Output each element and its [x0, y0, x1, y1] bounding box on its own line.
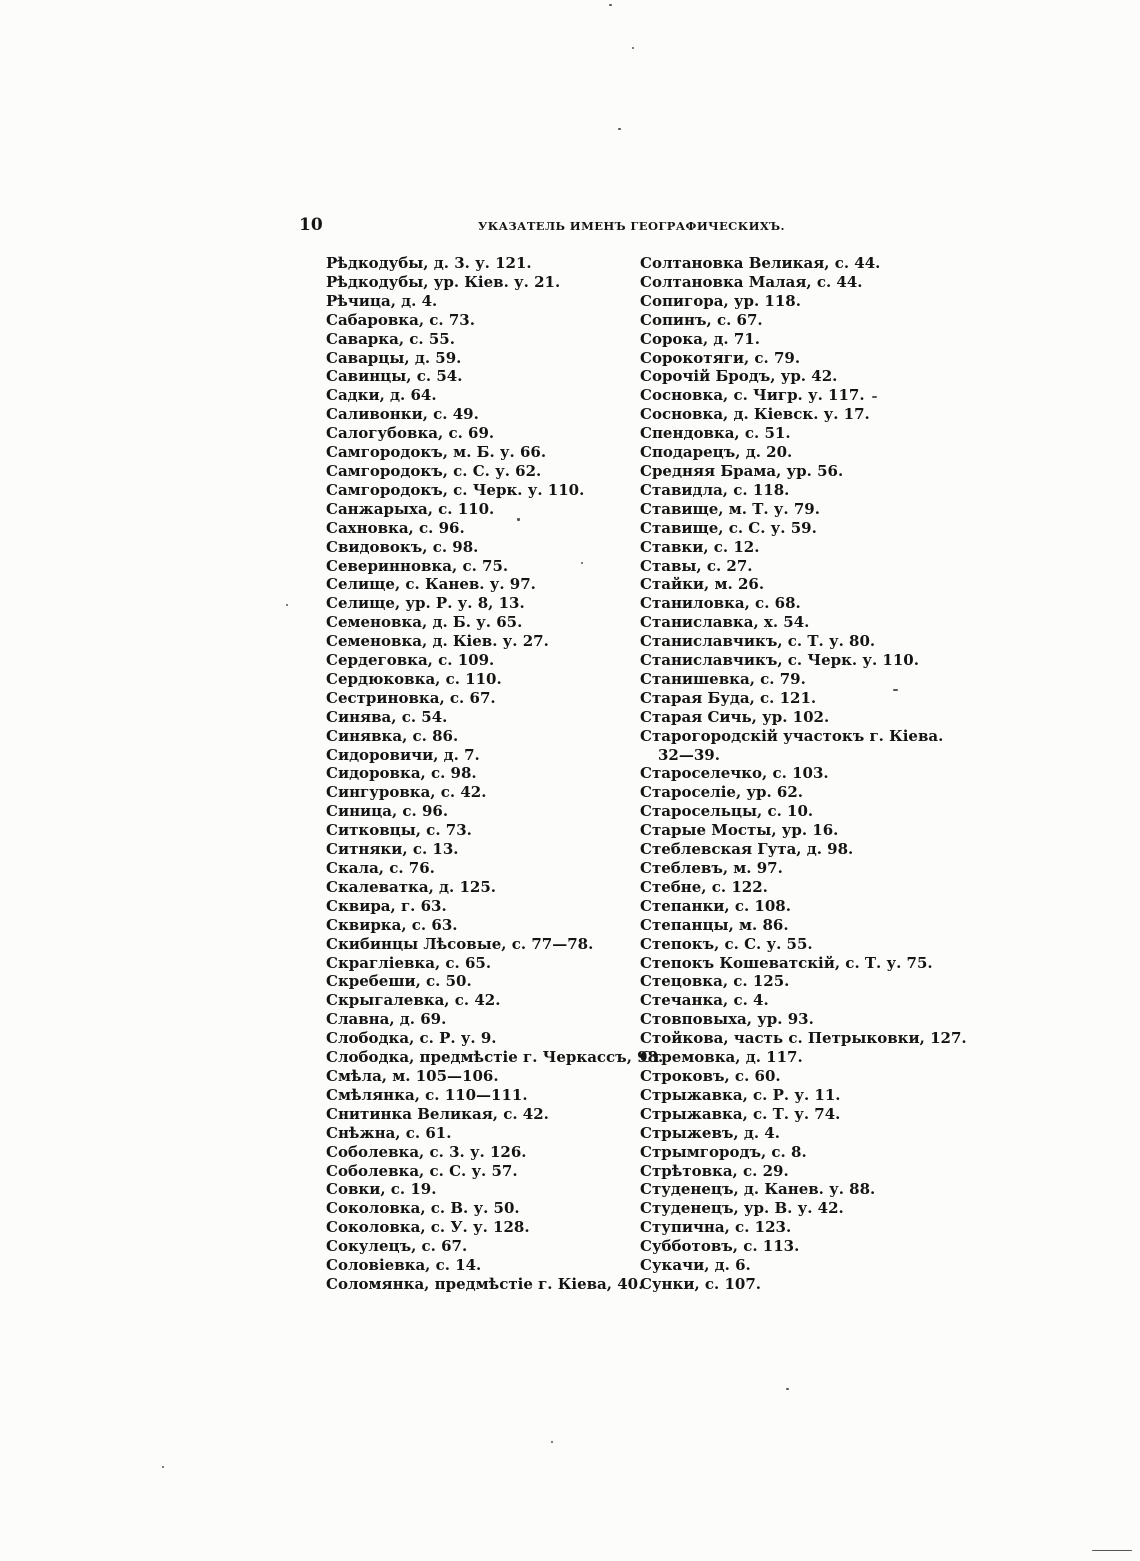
index-entry: Сорокотяги, с. 79. — [640, 348, 801, 367]
index-entry: Стайки, м. 26. — [640, 575, 765, 594]
index-entry: Скалеватка, д. 125. — [326, 877, 497, 896]
index-entry: Скрагліевка, с. 65. — [326, 953, 492, 972]
index-entry: Стрѣтовка, с. 29. — [640, 1161, 789, 1180]
index-entry: 32—39. — [658, 745, 720, 764]
index-entry: Станишевка, с. 79. — [640, 669, 806, 688]
index-entry: Северинновка, с. 75. — [326, 556, 509, 575]
index-entry: Стойкова, часть с. Петрыковки, 127. — [640, 1029, 967, 1048]
scan-speck — [551, 1441, 553, 1443]
index-entry: Сквирка, с. 63. — [326, 915, 458, 934]
index-entry: Старые Мосты, ур. 16. — [640, 821, 839, 840]
index-entry: Стрымгородъ, с. 8. — [640, 1142, 807, 1161]
page-number: 10 — [299, 215, 323, 235]
index-entry: Сидоровичи, д. 7. — [326, 745, 480, 764]
index-entry: Строковъ, с. 60. — [640, 1066, 781, 1085]
index-entry: Стецовка, с. 125. — [640, 972, 790, 991]
index-entry: Салогубовка, с. 69. — [326, 424, 495, 443]
index-entry: Скрыгалевка, с. 42. — [326, 991, 501, 1010]
scan-speck — [632, 47, 634, 49]
index-entry: Савинцы, с. 54. — [326, 367, 463, 386]
scan-speck — [618, 128, 621, 130]
index-entry: Соловіевка, с. 14. — [326, 1256, 482, 1275]
index-entry: Скала, с. 76. — [326, 859, 435, 877]
index-entry: Сподарецъ, д. 20. — [640, 443, 793, 462]
index-entry: Стрыжавка, с. Р. у. 11. — [640, 1085, 841, 1104]
index-entry: Старая Буда, с. 121. — [640, 688, 817, 707]
index-entry: Рѣдкодубы, д. 3. у. 121. — [326, 254, 532, 272]
index-entry: Сквира, г. 63. — [326, 896, 447, 915]
index-entry: Стовповыха, ур. 93. — [640, 1010, 814, 1029]
index-entry: Ставидла, с. 118. — [640, 480, 790, 499]
index-entry: Свидовокъ, с. 98. — [326, 537, 479, 556]
index-entry: Сосновка, с. Чигр. у. 117. — [640, 386, 865, 405]
index-entry: Степокъ Кошеватскій, с. Т. у. 75. — [640, 953, 933, 972]
index-entry: Смѣла, м. 105—106. — [326, 1066, 499, 1085]
index-entry: Слободка, предмѣстіе г. Черкассъ, 98. — [326, 1048, 664, 1067]
index-entry: Синица, с. 96. — [326, 802, 449, 821]
index-entry: Сахновка, с. 96. — [326, 518, 465, 537]
index-entry: Сердеговка, с. 109. — [326, 651, 495, 670]
index-entry: Соколовка, с. У. у. 128. — [326, 1218, 530, 1237]
index-entry: Старая Сичь, ур. 102. — [640, 707, 830, 726]
index-entry: Стрыжавка, с. Т. у. 74. — [640, 1104, 841, 1123]
index-entry: Саварка, с. 55. — [326, 329, 455, 348]
index-entry: Средняя Брама, ур. 56. — [640, 461, 844, 480]
index-entry: Студенецъ, д. Канев. у. 88. — [640, 1180, 876, 1199]
index-entry: Стеблевская Гута, д. 98. — [640, 840, 854, 859]
index-entry: Сестриновка, с. 67. — [326, 688, 496, 707]
index-entry: Солтановка Великая, с. 44. — [640, 254, 881, 272]
index-entry: Рѣчица, д. 4. — [326, 291, 438, 310]
index-entry: Соболевка, с. 3. у. 126. — [326, 1142, 527, 1161]
index-entry: Славна, д. 69. — [326, 1010, 447, 1029]
scan-speck — [162, 1466, 164, 1468]
index-entry: Ситняки, с. 13. — [326, 840, 459, 859]
index-entry: Станиславчикъ, с. Т. у. 80. — [640, 632, 876, 651]
index-entry: Сопигора, ур. 118. — [640, 291, 801, 310]
index-entry: Ступична, с. 123. — [640, 1218, 792, 1237]
index-entry: Скибинцы Лѣсовые, с. 77—78. — [326, 934, 594, 953]
index-entry: Сунки, с. 107. — [640, 1274, 762, 1293]
running-title: УКАЗАТЕЛЬ ИМЕНЪ ГЕОГРАФИЧЕСКИХЪ. — [478, 219, 785, 233]
index-entry: Староселіе, ур. 62. — [640, 783, 804, 802]
index-entry: Степанцы, м. 86. — [640, 915, 789, 934]
index-entry: Старосельцы, с. 10. — [640, 802, 814, 821]
index-entry: Станиловка, с. 68. — [640, 594, 801, 613]
index-entry: Сердюковка, с. 110. — [326, 669, 502, 688]
index-entry: Санжарыха, с. 110. — [326, 499, 495, 518]
index-entry: Садки, д. 64. — [326, 386, 437, 405]
index-entry: Степокъ, с. С. у. 55. — [640, 934, 813, 953]
index-entry: Ставки, с. 12. — [640, 537, 760, 556]
index-entry: Саварцы, д. 59. — [326, 348, 462, 367]
index-entry: Стечанка, с. 4. — [640, 991, 769, 1010]
index-entry: Стебне, с. 122. — [640, 877, 768, 896]
index-entry: Семеновка, д. Б. у. 65. — [326, 613, 523, 632]
index-column-left — [326, 254, 664, 1294]
index-entry: Сорочій Бродъ, ур. 42. — [640, 367, 838, 386]
index-entry: Самгородокъ, с. Черк. у. 110. — [326, 480, 585, 499]
index-entry: Стремовка, д. 117. — [640, 1048, 803, 1067]
index-entry: Семеновка, д. Кіев. у. 27. — [326, 632, 549, 651]
scan-speck — [872, 396, 877, 398]
index-entry: Снѣжна, с. 61. — [326, 1123, 452, 1142]
index-entry: Самгородокъ, с. С. у. 62. — [326, 461, 542, 480]
scan-speck — [609, 4, 612, 6]
scan-speck — [581, 562, 583, 564]
index-entry: Соломянка, предмѣстіе г. Кіева, 40. — [326, 1274, 644, 1293]
index-entry: Синявка, с. 86. — [326, 726, 459, 745]
index-entry: Снитинка Великая, с. 42. — [326, 1104, 549, 1123]
index-entry: Рѣдкодубы, ур. Кіев. у. 21. — [326, 272, 561, 291]
index-entry: Ставы, с. 27. — [640, 556, 753, 575]
index-entry: Субботовъ, с. 113. — [640, 1237, 800, 1256]
index-entry: Сосновка, д. Кіевск. у. 17. — [640, 405, 870, 424]
index-entry: Сопинъ, с. 67. — [640, 310, 763, 329]
index-entry: Саливонки, с. 49. — [326, 405, 479, 424]
index-entry: Стеблевъ, м. 97. — [640, 859, 783, 877]
index-entry: Сорока, д. 71. — [640, 329, 760, 348]
index-entry: Станиславка, х. 54. — [640, 613, 810, 632]
index-entry: Староселечко, с. 103. — [640, 764, 829, 783]
index-entry: Сабаровка, с. 73. — [326, 310, 475, 329]
index-entry: Сингуровка, с. 42. — [326, 783, 487, 802]
index-entry: Селище, ур. Р. у. 8, 13. — [326, 594, 525, 613]
index-entry: Самгородокъ, м. Б. у. 66. — [326, 443, 547, 462]
index-entry: Ставище, м. Т. у. 79. — [640, 499, 820, 518]
index-entry: Солтановка Малая, с. 44. — [640, 272, 863, 291]
index-entry: Станиславчикъ, с. Черк. у. 110. — [640, 651, 919, 670]
index-entry: Слободка, с. Р. у. 9. — [326, 1029, 497, 1048]
index-entry: Соболевка, с. С. у. 57. — [326, 1161, 518, 1180]
index-entry: Студенецъ, ур. В. у. 42. — [640, 1199, 844, 1218]
index-entry: Селище, с. Канев. у. 97. — [326, 575, 536, 594]
index-entry: Спендовка, с. 51. — [640, 424, 791, 443]
index-entry: Синява, с. 54. — [326, 707, 448, 726]
index-entry: Ситковцы, с. 73. — [326, 821, 472, 840]
index-entry: Смѣлянка, с. 110—111. — [326, 1085, 528, 1104]
index-entry: Сукачи, д. 6. — [640, 1256, 751, 1275]
scan-speck — [1092, 1550, 1132, 1551]
scan-speck — [286, 604, 288, 606]
index-entry: Стрыжевъ, д. 4. — [640, 1123, 780, 1142]
index-entry: Сокулецъ, с. 67. — [326, 1237, 468, 1256]
scan-speck — [786, 1388, 789, 1390]
index-entry: Соколовка, с. В. у. 50. — [326, 1199, 520, 1218]
index-entry: Ставище, с. С. у. 59. — [640, 518, 817, 537]
index-entry: Сидоровка, с. 98. — [326, 764, 477, 783]
scan-speck — [893, 689, 898, 691]
index-entry: Степанки, с. 108. — [640, 896, 791, 915]
index-column-right — [640, 254, 967, 1294]
scan-speck — [517, 518, 520, 521]
index-entry: Старогородскій участокъ г. Кіева. — [640, 726, 944, 745]
index-entry: Скребеши, с. 50. — [326, 972, 472, 991]
index-entry: Совки, с. 19. — [326, 1180, 437, 1199]
